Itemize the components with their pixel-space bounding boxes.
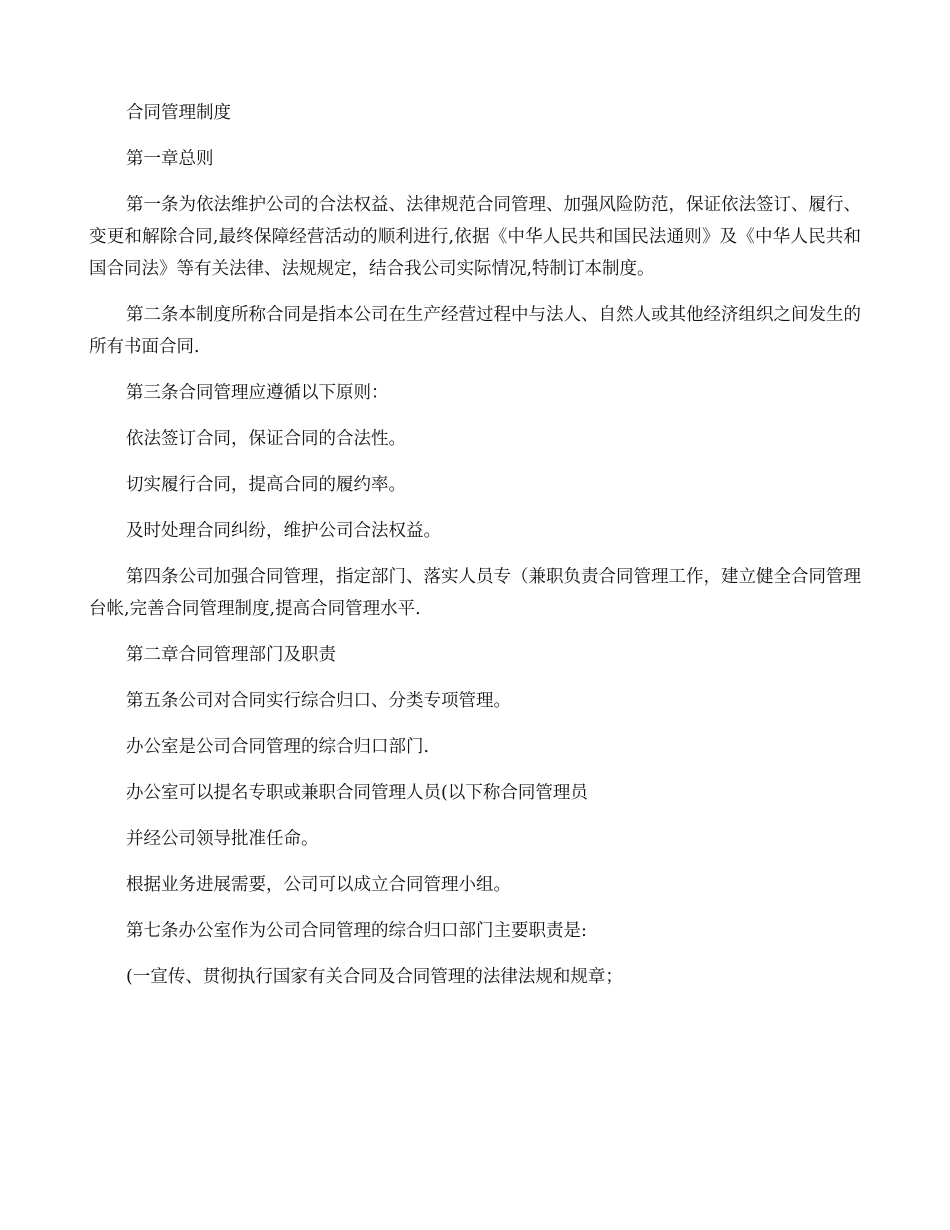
- paragraph-working-group: 根据业务进展需要，公司可以成立合同管理小组。: [126, 875, 511, 895]
- article-1: 第一条为依法维护公司的合法权益、法律规范合同管理、加强风险防范，保证依法签订、履行、变更和解除合同,最终保障经营活动的顺利进行,依据《中华人民共和国民法通则》及《中华人民共和国合同法》等有关法律、法规规定，结合我公司实际情况,特制订本制度。: [89, 195, 861, 279]
- article-7: 第七条办公室作为公司合同管理的综合归口部门主要职责是:: [126, 921, 587, 941]
- article-5: 第五条公司对合同实行综合归口、分类专项管理。: [126, 691, 511, 711]
- chapter-heading-1: 第一章总则: [126, 149, 214, 169]
- paragraph-approval: 并经公司领导批准任命。: [126, 829, 319, 849]
- article-3: 第三条合同管理应遵循以下原则：: [126, 383, 389, 403]
- chapter-heading-2: 第二章合同管理部门及职责: [126, 645, 336, 665]
- paragraph-office-role: 办公室是公司合同管理的综合归口部门.: [126, 737, 430, 757]
- principle-item-1: 依法签订合同，保证合同的合法性。: [126, 429, 406, 449]
- paragraph-contract-admin: 办公室可以提名专职或兼职合同管理人员(以下称合同管理员: [126, 783, 588, 803]
- duty-item-1: (一宣传、贯彻执行国家有关合同及合同管理的法律法规和规章；: [126, 967, 623, 987]
- article-2: 第二条本制度所称合同是指本公司在生产经营过程中与法人、自然人或其他经济组织之间发生的所有书面合同.: [89, 305, 861, 357]
- principle-item-3: 及时处理合同纠纷，维护公司合法权益。: [126, 521, 441, 541]
- article-4: 第四条公司加强合同管理，指定部门、落实人员专（兼职负责合同管理工作，建立健全合同管理台帐,完善合同管理制度,提高合同管理水平.: [89, 567, 861, 619]
- document-title: 合同管理制度: [126, 103, 231, 123]
- document-body: [89, 97, 861, 1007]
- principle-item-2: 切实履行合同，提高合同的履约率。: [126, 475, 406, 495]
